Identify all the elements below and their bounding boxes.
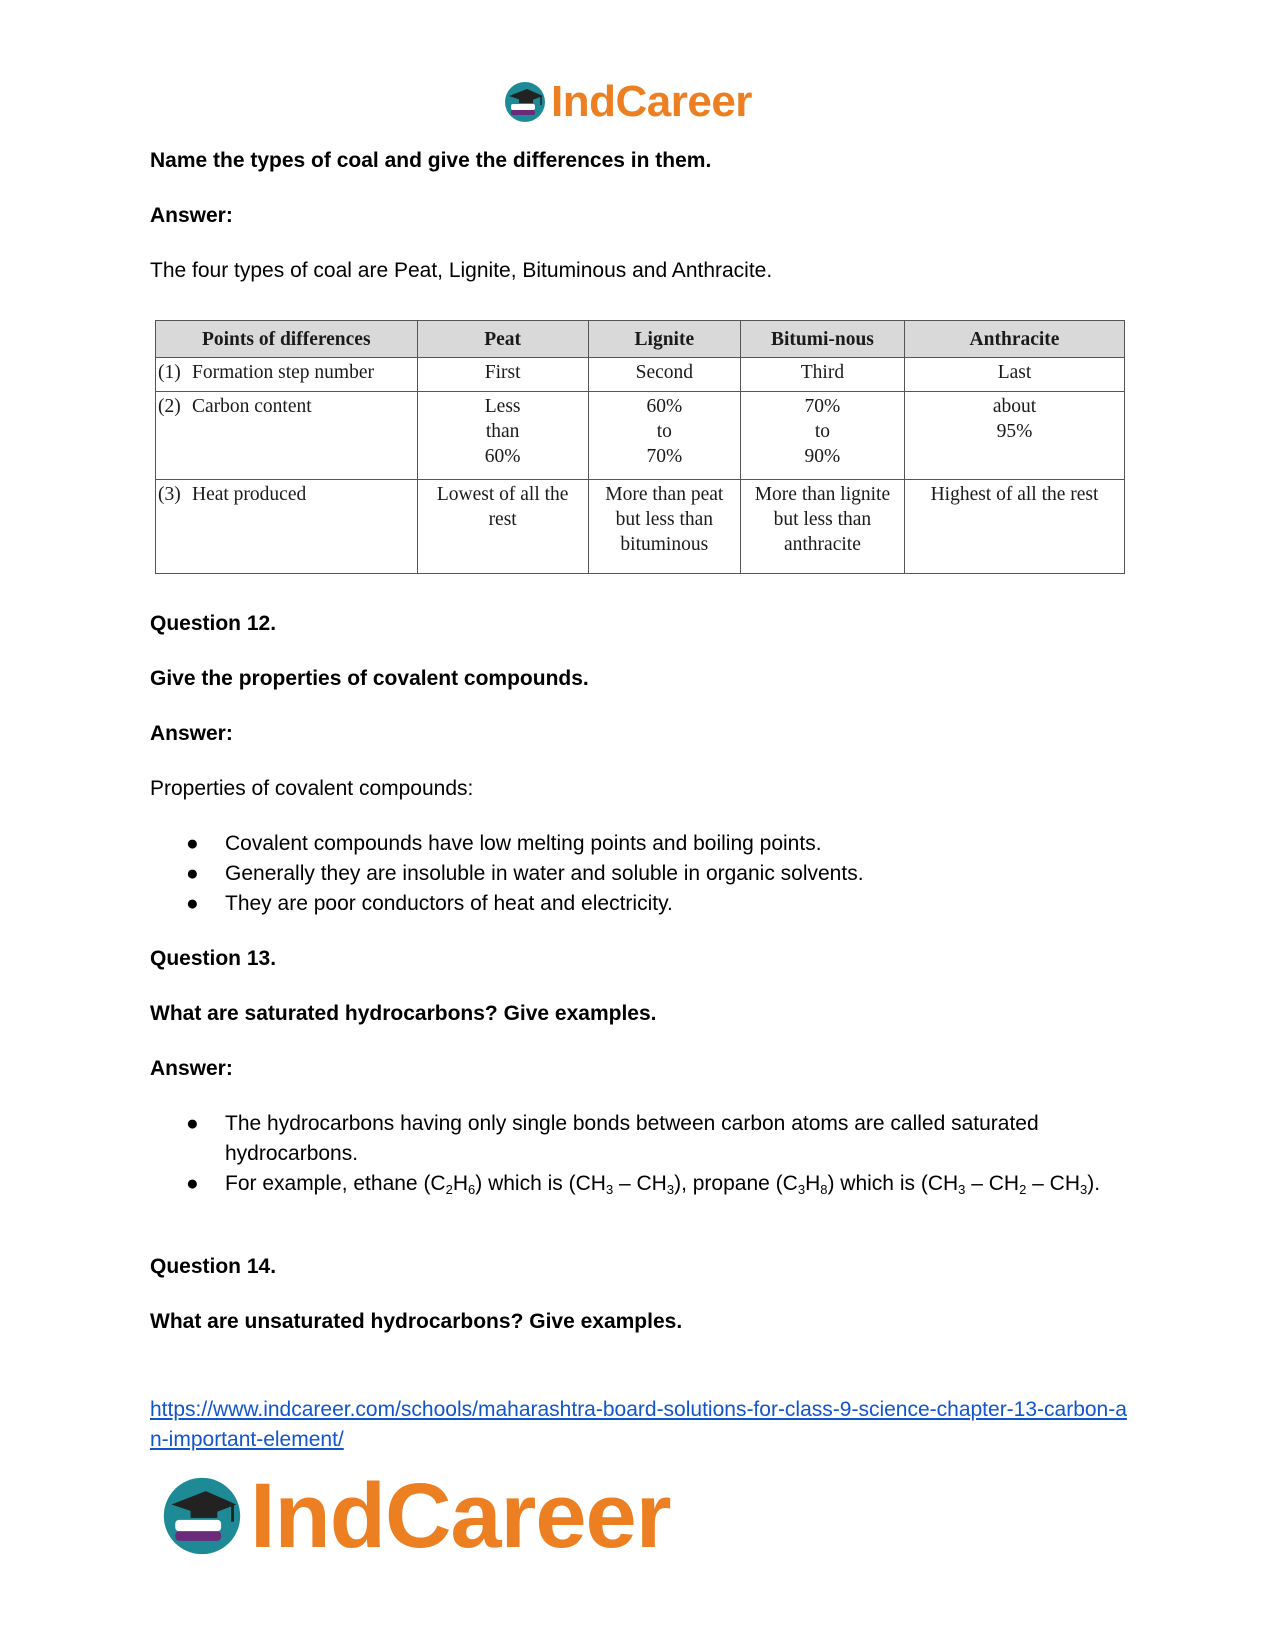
list-item: ● Covalent compounds have low melting points and boiling points. <box>186 832 822 855</box>
answer-intro: Properties of covalent compounds: <box>150 777 474 800</box>
indcareer-logo-large <box>160 1465 671 1567</box>
graduation-cap-book-icon <box>503 80 547 124</box>
table-cell: Last <box>905 358 1125 392</box>
question-13-text: What are saturated hydrocarbons? Give examples. <box>150 1002 657 1025</box>
row-label: (2) Carbon content <box>156 392 418 480</box>
answer-label: Answer: <box>150 722 233 745</box>
table-header-cell: Bitumi-nous <box>740 321 904 358</box>
table-cell: 70% to 90% <box>740 392 904 480</box>
logo-wordmark: IndCareer <box>551 77 752 126</box>
answer-label: Answer: <box>150 204 233 227</box>
question-11-text: Name the types of coal and give the differences in them. <box>150 149 712 172</box>
table-cell: 60% to 70% <box>588 392 740 480</box>
row-label: (3) Heat produced <box>156 480 418 574</box>
table-cell: First <box>417 358 588 392</box>
list-item: ● Generally they are insoluble in water and soluble in organic solvents. <box>186 862 864 885</box>
row-label: (1) Formation step number <box>156 358 418 392</box>
graduation-cap-book-icon <box>160 1474 244 1558</box>
table-cell: about 95% <box>905 392 1125 480</box>
list-item: ● For example, ethane $(C_2H_6)$ which is $(CH_3 - CH_3)$, propane $(C_3H_8)$ which is $(CH_3 - CH_2 - CH_3)$. <box>186 1172 1101 1197</box>
chapter-url-link[interactable]: https://www.indcareer.com/schools/maharashtra-board-solutions-for-class-9-science-chapter-13-carbon-an-important-element/ <box>150 1398 1127 1451</box>
table-row <box>156 358 1125 392</box>
covalent-properties-list <box>150 829 1130 919</box>
table-cell: Highest of all the rest <box>905 480 1125 574</box>
table-cell: Less than 60% <box>417 392 588 480</box>
indcareer-logo <box>503 77 752 126</box>
answer-label: Answer: <box>150 1057 233 1080</box>
footer-link-container <box>150 1395 1130 1455</box>
question-14-title: Question 14. <box>150 1255 277 1278</box>
table-header-cell: Anthracite <box>905 321 1125 358</box>
table-cell: Third <box>740 358 904 392</box>
table-cell: Lowest of all the rest <box>417 480 588 574</box>
logo-wordmark: IndCareer <box>250 1465 671 1567</box>
table-cell: More than lignite but less than anthracite <box>740 480 904 574</box>
list-item: ● They are poor conductors of heat and electricity. <box>186 892 673 915</box>
question-12-text: Give the properties of covalent compounds. <box>150 667 589 690</box>
list-item: ● The hydrocarbons having only single bonds between carbon atoms are called saturated hydrocarbons. <box>186 1112 1039 1165</box>
table-row <box>156 480 1125 574</box>
question-12-title: Question 12. <box>150 612 277 635</box>
table-header-cell: Points of differences <box>156 321 418 358</box>
saturated-hydrocarbons-list <box>150 1109 1130 1199</box>
question-14-text: What are unsaturated hydrocarbons? Give examples. <box>150 1310 683 1333</box>
table-cell: More than peat but less than bituminous <box>588 480 740 574</box>
table-header-row <box>156 321 1125 358</box>
table-header-cell: Lignite <box>588 321 740 358</box>
table-header-cell: Peat <box>417 321 588 358</box>
coal-differences-table <box>155 320 1125 574</box>
table-cell: Second <box>588 358 740 392</box>
table-row <box>156 392 1125 480</box>
answer-intro: The four types of coal are Peat, Lignite, Bituminous and Anthracite. <box>150 259 773 282</box>
question-13-title: Question 13. <box>150 947 277 970</box>
